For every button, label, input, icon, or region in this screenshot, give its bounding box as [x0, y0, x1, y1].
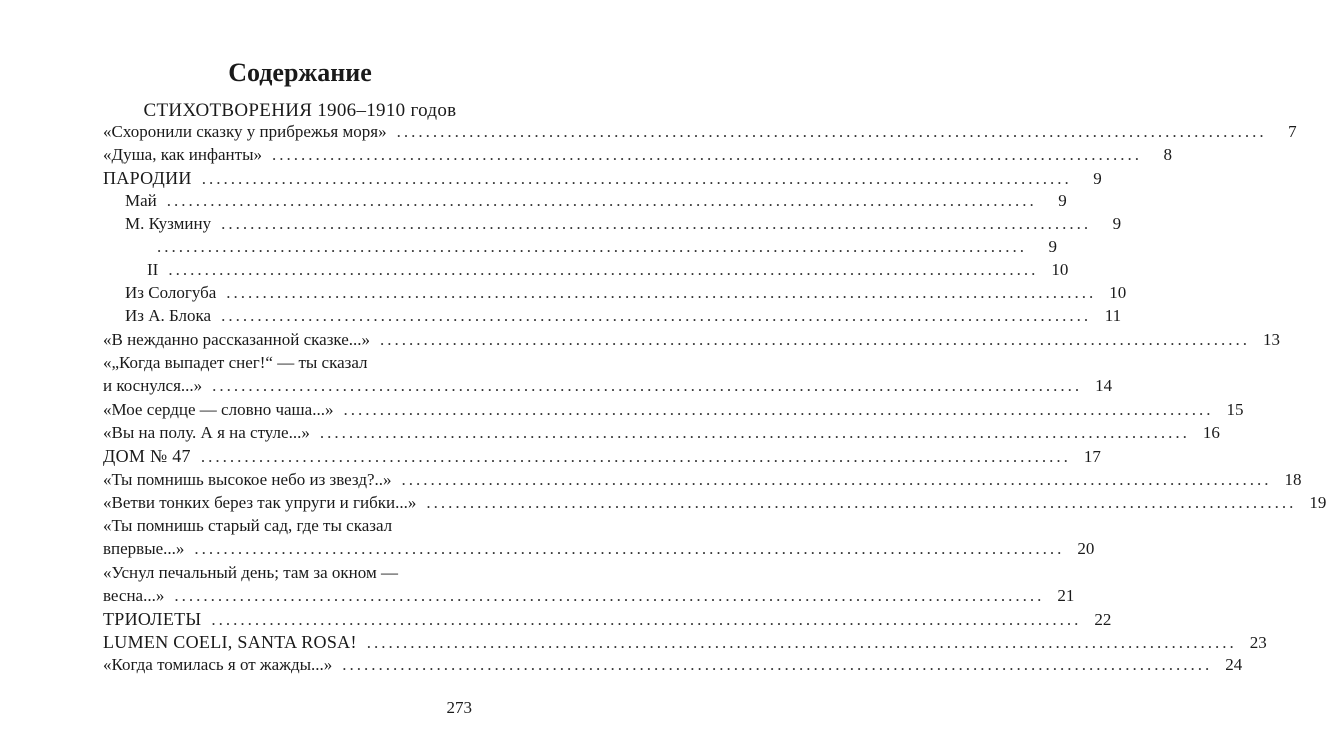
toc-entry[interactable] [147, 237, 1057, 259]
toc-entry-page: 24 [1225, 655, 1243, 674]
toc-entry[interactable] [103, 609, 1112, 631]
toc-entry[interactable] [103, 539, 1095, 561]
dot-leader: ........................................................................................................................ [212, 376, 1083, 395]
dot-leader: ........................................................................................................................ [426, 493, 1297, 512]
dot-leader: ........................................................................................................................ [396, 122, 1267, 141]
dot-leader: ........................................................................................................................ [272, 145, 1142, 164]
toc-entry-page: 9 [1093, 169, 1102, 188]
toc-entry-first-line: «Ты помнишь старый сад, где ты сказал [103, 516, 393, 535]
toc-entry-label: «В нежданно рассказанной сказке...» [103, 330, 371, 349]
dot-leader: ........................................................................................................................ [200, 447, 1071, 466]
toc-entry-label: «Душа, как инфанты» [103, 145, 262, 164]
toc-entry-label: и коснулся...» [103, 376, 203, 395]
toc-entry[interactable] [103, 493, 1326, 515]
toc-entry-label: Из Сологуба [125, 283, 217, 302]
toc-entry-page: 11 [1104, 306, 1122, 325]
toc-entry[interactable] [103, 376, 1113, 398]
toc-entry[interactable] [147, 260, 1069, 282]
toc-entry[interactable] [103, 168, 1102, 190]
toc-entry-label: ПАРОДИИ [103, 168, 192, 188]
page-title: Содержание [228, 58, 372, 87]
toc-entry-label: II [147, 260, 159, 279]
dot-leader: ........................................................................................................................ [166, 191, 1037, 210]
dot-leader: ........................................................................................................................ [157, 237, 1027, 256]
dot-leader: ........................................................................................................................ [401, 470, 1272, 489]
toc-entry-first-line: «Уснул печальный день; там за окном — [103, 563, 398, 582]
toc-entry-page: 16 [1202, 423, 1220, 442]
toc-entry[interactable] [103, 400, 1244, 422]
toc-entry-label: весна...» [103, 586, 165, 605]
toc-entry-page: 19 [1309, 493, 1326, 512]
toc-entry[interactable] [125, 306, 1122, 328]
dot-leader: ........................................................................................................................ [174, 586, 1045, 605]
toc-entry-first-line: «„Когда выпадет снег!“ — ты сказал [103, 353, 368, 372]
toc-entry[interactable] [125, 283, 1127, 305]
toc-entry-page: 10 [1051, 260, 1069, 279]
toc-entry-page: 10 [1109, 283, 1127, 302]
toc-entry-label: «Мое сердце — словно чаша...» [103, 400, 334, 419]
toc-entry[interactable] [103, 632, 1267, 654]
toc-entry-label: «Когда томилась я от жажды...» [103, 655, 333, 674]
toc-entry-page: 14 [1095, 376, 1113, 395]
toc-entry[interactable] [103, 655, 1243, 677]
toc-entry-page: 8 [1163, 145, 1172, 164]
dot-leader: ........................................................................................................................ [211, 610, 1082, 629]
toc-entry-page: 13 [1263, 330, 1281, 349]
toc-entry[interactable] [125, 191, 1067, 213]
toc-entry-page: 22 [1094, 610, 1112, 629]
toc-entry[interactable] [103, 470, 1302, 492]
page-number: 273 [446, 698, 472, 717]
toc-entry[interactable] [103, 586, 1075, 608]
toc-entry-label: Май [125, 191, 157, 210]
toc-entry-label: «Ветви тонких берез так упруги и гибки...» [103, 493, 417, 512]
toc-entry-page: 7 [1288, 122, 1297, 141]
toc-entry-label: ДОМ № 47 [103, 446, 191, 466]
toc-entry-label: Из А. Блока [125, 306, 212, 325]
toc-entry-page: 21 [1057, 586, 1075, 605]
section-heading: СТИХОТВОРЕНИЯ 1906–1910 годов [143, 100, 457, 121]
dot-leader: ........................................................................................................................ [221, 306, 1092, 325]
toc-entry[interactable] [103, 330, 1281, 352]
dot-leader: ........................................................................................................................ [342, 655, 1213, 674]
toc-entry-label: впервые...» [103, 539, 185, 558]
toc-entry-page: 20 [1077, 539, 1095, 558]
dot-leader: ........................................................................................................................ [194, 539, 1065, 558]
toc-entry-label: «Схоронили сказку у прибрежья моря» [103, 122, 387, 141]
dot-leader: ........................................................................................................................ [221, 214, 1092, 233]
toc-entry-label: «Вы на полу. А я на стуле...» [103, 423, 310, 442]
dot-leader: ........................................................................................................................ [201, 169, 1072, 188]
toc-entry[interactable] [125, 214, 1122, 236]
toc-entry[interactable] [103, 446, 1101, 468]
toc-entry[interactable] [103, 122, 1297, 144]
toc-entry-label: LUMEN COELI, SANTA ROSA! [103, 632, 357, 652]
toc-entry-label: ТРИОЛЕТЫ [103, 609, 202, 629]
toc-entry-label: «Ты помнишь высокое небо из звезд?..» [103, 470, 392, 489]
toc-entry-page: 17 [1083, 447, 1101, 466]
toc-entry[interactable] [103, 145, 1172, 167]
toc-entry-page: 9 [1112, 214, 1122, 233]
toc-entry-page: 18 [1284, 470, 1302, 489]
toc-entry-page: 15 [1226, 400, 1244, 419]
dot-leader: ........................................................................................................................ [380, 330, 1251, 349]
toc-entry-page: 23 [1249, 633, 1267, 652]
toc-entry-label: М. Кузмину [125, 214, 212, 233]
toc-entry[interactable] [103, 423, 1220, 445]
dot-leader: ........................................................................................................................ [343, 400, 1214, 419]
dot-leader: ........................................................................................................................ [366, 633, 1237, 652]
toc-entry-page: 9 [1048, 237, 1057, 256]
dot-leader: ........................................................................................................................ [226, 283, 1097, 302]
dot-leader: ........................................................................................................................ [168, 260, 1039, 279]
toc-entry-page: 9 [1058, 191, 1067, 210]
dot-leader: ........................................................................................................................ [319, 423, 1190, 442]
